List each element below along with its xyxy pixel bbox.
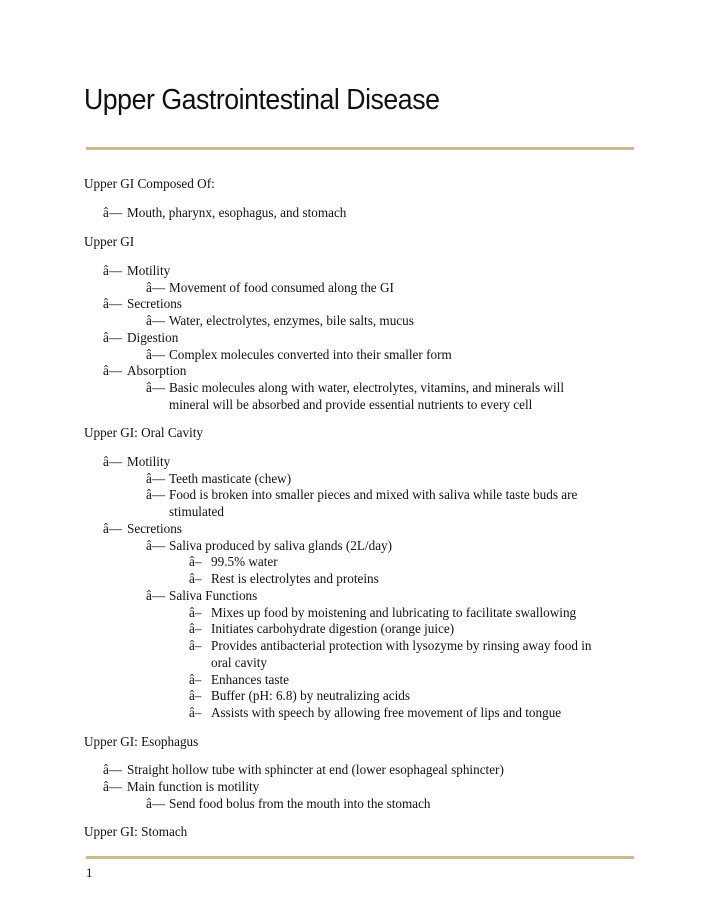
list-item: Food is broken into smaller pieces and mixed with saliva while taste buds are (169, 487, 578, 502)
list-item: Secretions (127, 296, 182, 311)
bullet-marker: â– (189, 571, 202, 586)
bullet-marker: â— (103, 330, 123, 345)
bullet-marker: â— (146, 487, 166, 502)
list-item: Motility (127, 454, 171, 469)
section-heading-composed: Upper GI Composed Of: (84, 176, 215, 191)
bullet-marker: â— (146, 380, 166, 395)
list-item: Saliva produced by saliva glands (2L/day) (169, 538, 393, 553)
list-item: Main function is motility (127, 779, 260, 794)
section-heading-oral-cavity: Upper GI: Oral Cavity (84, 425, 204, 440)
list-item: Water, electrolytes, enzymes, bile salts, mucus (169, 313, 414, 328)
list-item: Movement of food consumed along the GI (169, 280, 394, 295)
bullet-marker: â— (103, 296, 123, 311)
bullet-marker: â– (189, 605, 202, 620)
bullet-marker: â— (146, 313, 166, 328)
bullet-marker: â— (146, 538, 166, 553)
bullet-marker: â— (146, 347, 166, 362)
list-item: Buffer (pH: 6.8) by neutralizing acids (211, 688, 410, 703)
footer-divider (86, 856, 634, 859)
list-item: Straight hollow tube with sphincter at end (lower esophageal sphincter) (127, 762, 504, 777)
bullet-marker: â— (146, 471, 166, 486)
bullet-marker: â– (189, 638, 202, 653)
list-item-continuation: stimulated (169, 504, 224, 519)
page-number: 1 (86, 865, 93, 880)
list-item: Absorption (127, 363, 187, 378)
list-item: Initiates carbohydrate digestion (orange juice) (211, 621, 455, 636)
section-heading-upper-gi: Upper GI (84, 234, 135, 249)
bullet-marker: â– (189, 688, 202, 703)
list-item: Teeth masticate (chew) (169, 471, 292, 486)
list-item: Basic molecules along with water, electrolytes, vitamins, and minerals will (169, 380, 564, 395)
document-title: Upper Gastrointestinal Disease (84, 84, 440, 116)
list-item: Secretions (127, 521, 182, 536)
list-item: Complex molecules converted into their smaller form (169, 347, 452, 362)
bullet-marker: â— (146, 796, 166, 811)
list-item: Rest is electrolytes and proteins (211, 571, 379, 586)
list-item: Mouth, pharynx, esophagus, and stomach (127, 205, 347, 220)
bullet-marker: â— (103, 205, 123, 220)
list-item: Mixes up food by moistening and lubricating to facilitate swallowing (211, 605, 577, 620)
list-item: Motility (127, 263, 171, 278)
section-heading-esophagus: Upper GI: Esophagus (84, 734, 199, 749)
bullet-marker: â— (103, 363, 123, 378)
bullet-marker: â– (189, 672, 202, 687)
bullet-marker: â— (103, 263, 123, 278)
list-item-continuation: oral cavity (211, 655, 268, 670)
section-heading-stomach: Upper GI: Stomach (84, 824, 188, 839)
bullet-marker: â– (189, 554, 202, 569)
header-divider (86, 147, 634, 150)
list-item-continuation: mineral will be absorbed and provide essential nutrients to every cell (169, 397, 533, 412)
bullet-marker: â– (189, 621, 202, 636)
list-item: Enhances taste (211, 672, 289, 687)
bullet-marker: â— (103, 779, 123, 794)
bullet-marker: â– (189, 705, 202, 720)
list-item: Provides antibacterial protection with lysozyme by rinsing away food in (211, 638, 592, 653)
list-item: Digestion (127, 330, 179, 345)
bullet-marker: â— (103, 762, 123, 777)
bullet-marker: â— (103, 454, 123, 469)
list-item: Send food bolus from the mouth into the stomach (169, 796, 431, 811)
bullet-marker: â— (103, 521, 123, 536)
list-item: 99.5% water (211, 554, 278, 569)
list-item: Assists with speech by allowing free movement of lips and tongue (211, 705, 562, 720)
bullet-marker: â— (146, 588, 166, 603)
bullet-marker: â— (146, 280, 166, 295)
list-item: Saliva Functions (169, 588, 258, 603)
